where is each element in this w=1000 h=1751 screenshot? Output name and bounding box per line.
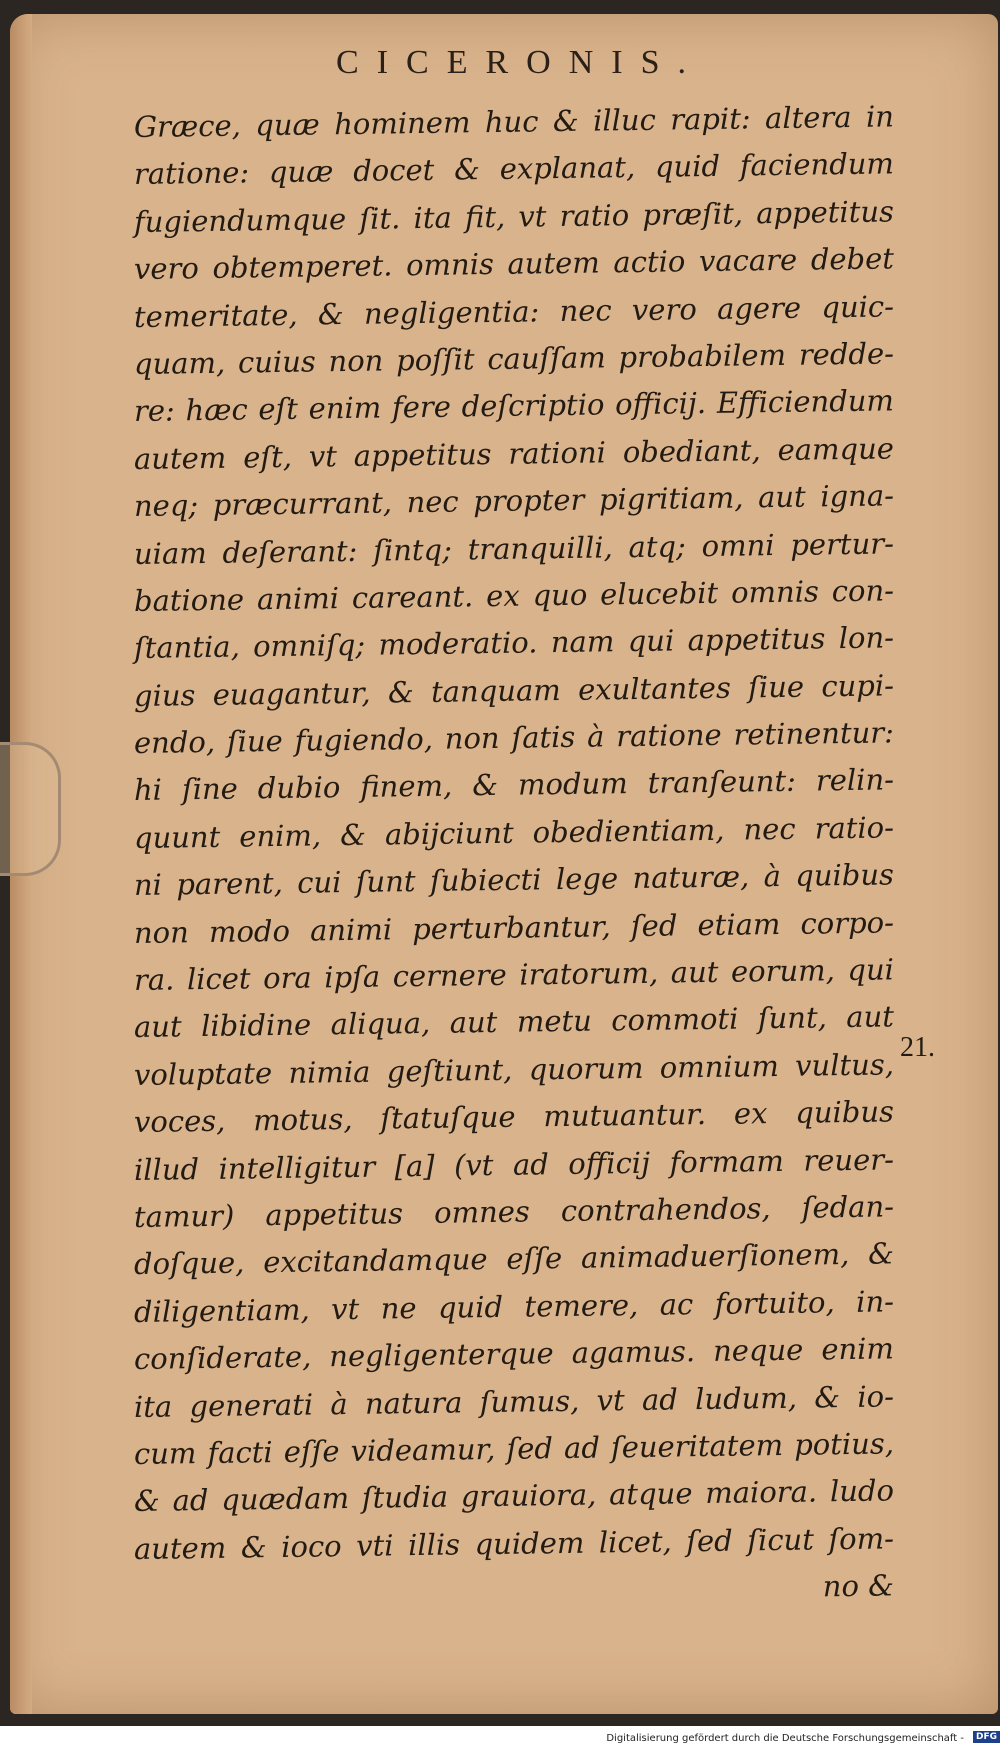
text-line: neq; præcurrant, nec propter pigritiam, aut igna- — [133, 478, 895, 524]
text-line: uiam deſerant: ſintq; tranquilli, atq; omni pertur- — [133, 525, 895, 571]
text-line: endo, ſiue fugiendo, non ſatis à ratione retinentur: — [133, 715, 895, 761]
text-line: diligentiam, vt ne quid temere, ac fortuito, in- — [133, 1284, 895, 1329]
text-line: autem eſt, vt appetitus rationi obediant, eamque — [133, 431, 895, 476]
bookmark-tab — [0, 742, 61, 876]
running-head: CICERONIS. — [336, 44, 704, 81]
text-line: aut libidine aliqua, aut metu commoti ſunt, aut — [133, 999, 895, 1045]
text-line: hi ſine dubio finem, & modum tranſeunt: relin- — [133, 762, 895, 808]
text-line: re: hæc eſt enim fere deſcriptio officij. Efficiendum — [133, 383, 895, 429]
text-line: tamur) appetitus omnes contrahendos, ſedan- — [133, 1189, 895, 1234]
text-line: ra. licet ora ipſa cernere iratorum, aut eorum, qui — [133, 952, 895, 998]
text-line: quunt enim, & abijciunt obedientiam, nec ratio- — [133, 810, 895, 855]
footer-bar — [0, 1726, 1000, 1751]
text-line: gius euagantur, & tanquam exultantes ſiue cupi- — [133, 668, 895, 713]
text-line: non modo animi perturbantur, ſed etiam corpo- — [133, 905, 895, 950]
dfg-logo: DFG — [973, 1731, 1000, 1743]
text-line: & ad quædam ſtudia grauiora, atque maiora. ludo — [133, 1473, 895, 1519]
text-line: vero obtemperet. omnis autem actio vacare debet — [133, 241, 895, 287]
text-line: illud intelligitur [a] (vt ad officij formam reuer- — [133, 1141, 895, 1187]
text-line: ita generati à natura ſumus, vt ad ludum, & io- — [133, 1378, 895, 1424]
text-line: voluptate nimia geſtiunt, quorum omnium vultus, — [133, 1047, 895, 1092]
text-line: fugiendumque ſit. ita fit, vt ratio præſit, appetitus — [133, 194, 895, 239]
text-line: batione animi careant. ex quo elucebit omnis con- — [133, 573, 895, 618]
margin-number: 21. — [900, 1032, 935, 1063]
text-line: ratione: quæ docet & explanat, quid faciendum — [133, 146, 895, 192]
text-line: temeritate, & negligentia: nec vero agere quic- — [133, 288, 895, 334]
footer-credit: Digitalisierung gefördert durch die Deutsche Forschungsgemeinschaft - — [606, 1733, 964, 1744]
text-line: cum facti eſſe videamur, ſed ad ſeueritatem potius, — [133, 1426, 895, 1471]
text-line: ſtantia, omniſq; moderatio. nam qui appetitus lon- — [133, 620, 895, 666]
text-line: Græce, quæ hominem huc & illuc rapit: altera in — [133, 99, 895, 144]
text-line: conſiderate, negligenterque agamus. neque enim — [133, 1331, 895, 1377]
text-line: autem & ioco vti illis quidem licet, ſed ſicut ſom- — [133, 1521, 895, 1566]
text-line: voces, motus, ſtatuſque mutuantur. ex quibus — [133, 1094, 895, 1140]
body-text — [133, 99, 895, 1621]
text-line: doſque, excitandamque eſſe animaduerſionem, & — [133, 1236, 895, 1282]
catchword-line: no & — [822, 1568, 895, 1604]
text-line: ni parent, cui ſunt ſubiecti lege naturæ, à quibus — [133, 857, 895, 903]
text-line: quam, cuius non poſſit cauſſam probabilem redde- — [133, 336, 895, 381]
